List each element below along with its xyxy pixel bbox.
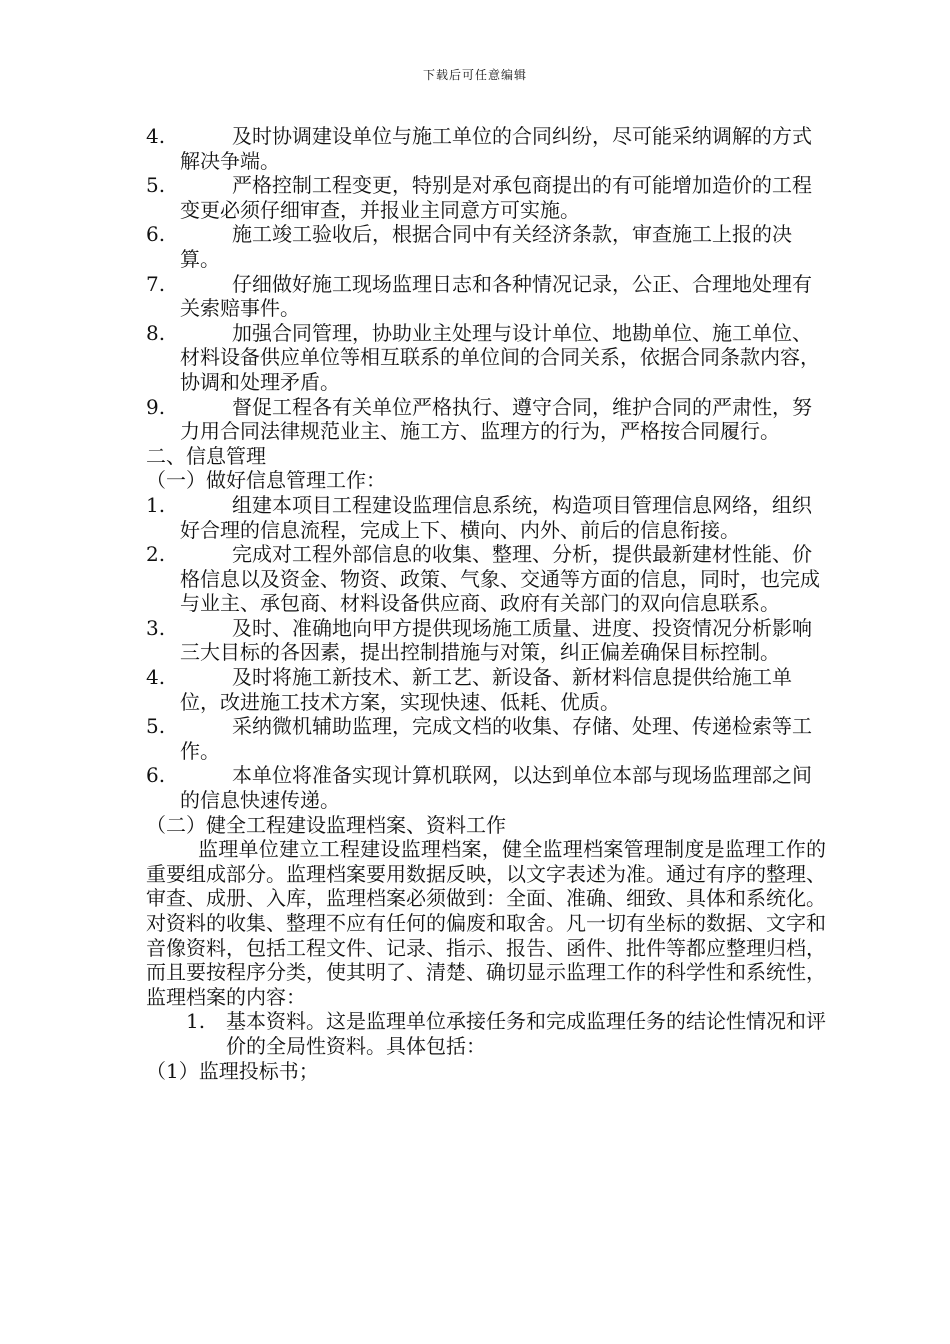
list-item (146, 124, 826, 173)
item-number: 4. (146, 124, 166, 148)
item-text: 采纳微机辅助监理，完成文档的收集、存储、处理、传递检索等工作。 (180, 714, 812, 763)
list-item (146, 616, 826, 665)
subsection-heading: （一）做好信息管理工作： (146, 468, 386, 493)
list-item (146, 222, 826, 271)
list-item (146, 493, 826, 542)
item-number: 3. (146, 615, 166, 640)
item-number: 6. (146, 763, 166, 788)
item-number: 9. (146, 394, 166, 419)
list-item (146, 714, 826, 763)
item-text: 组建本项目工程建设监理信息系统，构造项目管理信息网络，组织好合理的信息流程，完成上下、横向、内外、前后的信息衔接。 (180, 492, 812, 542)
item-number: 4. (146, 665, 166, 690)
item-number: 5. (146, 714, 166, 739)
list-item (146, 542, 826, 616)
list-item (146, 321, 826, 395)
item-number: 6. (146, 222, 166, 247)
item-number: 5. (146, 173, 166, 198)
list-line: （1）监理投标书； (146, 1058, 319, 1083)
item-number: 8. (146, 320, 166, 345)
item-number: 7. (146, 271, 166, 296)
item-number: 1. (186, 1009, 206, 1034)
item-text: 督促工程各有关单位严格执行、遵守合同，维护合同的严肃性，努力用合同法律规范业主、施工方、监理方的行为，严格按合同履行。 (180, 394, 812, 444)
list-item (146, 395, 826, 444)
subsection-heading: （二）健全工程建设监理档案、资料工作 (146, 812, 506, 837)
item-text: 基本资料。这是监理单位承接任务和完成监理任务的结论性情况和评价的全局性资料。具体包括： (226, 1009, 826, 1058)
list-item (146, 272, 826, 321)
list-item (146, 173, 826, 222)
item-text: 本单位将准备实现计算机联网，以达到单位本部与现场监理部之间的信息快速传递。 (180, 763, 812, 813)
list-item (146, 1009, 826, 1058)
body-paragraph: 监理单位建立工程建设监理档案，健全监理档案管理制度是监理工作的重要组成部分。监理档案要用数据反映，以文字表述为准。通过有序的整理、审查、成册、入库，监理档案必须做到：全面、准确、细致、具体和系统化。对资料的收集、整理不应有任何的偏废和取舍。凡一切有坐标的数据、文字和音像资料，包括工程文件、记录、指示、报告、函件、批件等都应整理归档，而且要按程序分类，使其明了、清楚、确切显示监理工作的科学性和系统性，监理档案的内容： (146, 837, 826, 1009)
item-text: 加强合同管理，协助业主处理与设计单位、地勘单位、施工单位、材料设备供应单位等相互联系的单位间的合同关系，依据合同条款内容，协调和处理矛盾。 (180, 320, 820, 394)
section-heading: 二、信息管理 (146, 443, 266, 468)
document-body (146, 124, 826, 1083)
item-text: 及时、准确地向甲方提供现场施工质量、进度、投资情况分析影响三大目标的各因素，提出控制措施与对策，纠正偏差确保目标控制。 (180, 615, 812, 665)
page-header: 下载后可任意编辑 (422, 68, 527, 82)
list-item (146, 763, 826, 812)
item-number: 2. (146, 542, 166, 567)
item-text: 及时将施工新技术、新工艺、新设备、新材料信息提供给施工单位，改进施工技术方案，实现快速、低耗、优质。 (180, 665, 792, 714)
item-text: 及时协调建设单位与施工单位的合同纠纷，尽可能采纳调解的方式解决争端。 (180, 124, 812, 173)
item-text: 仔细做好施工现场监理日志和各种情况记录，公正、合理地处理有关索赔事件。 (180, 271, 812, 321)
item-number: 1. (146, 492, 166, 517)
item-text: 施工竣工验收后，根据合同中有关经济条款，审查施工上报的决算。 (180, 222, 792, 271)
item-text: 完成对工程外部信息的收集、整理、分析，提供最新建材性能、价格信息以及资金、物资、政策、气象、交通等方面的信息，同时，也完成与业主、承包商、材料设备供应商、政府有关部门的双向信息联系。 (180, 542, 820, 616)
list-item (146, 665, 826, 714)
item-text: 严格控制工程变更，特别是对承包商提出的有可能增加造价的工程变更必须仔细审查，并报业主同意方可实施。 (180, 173, 812, 222)
